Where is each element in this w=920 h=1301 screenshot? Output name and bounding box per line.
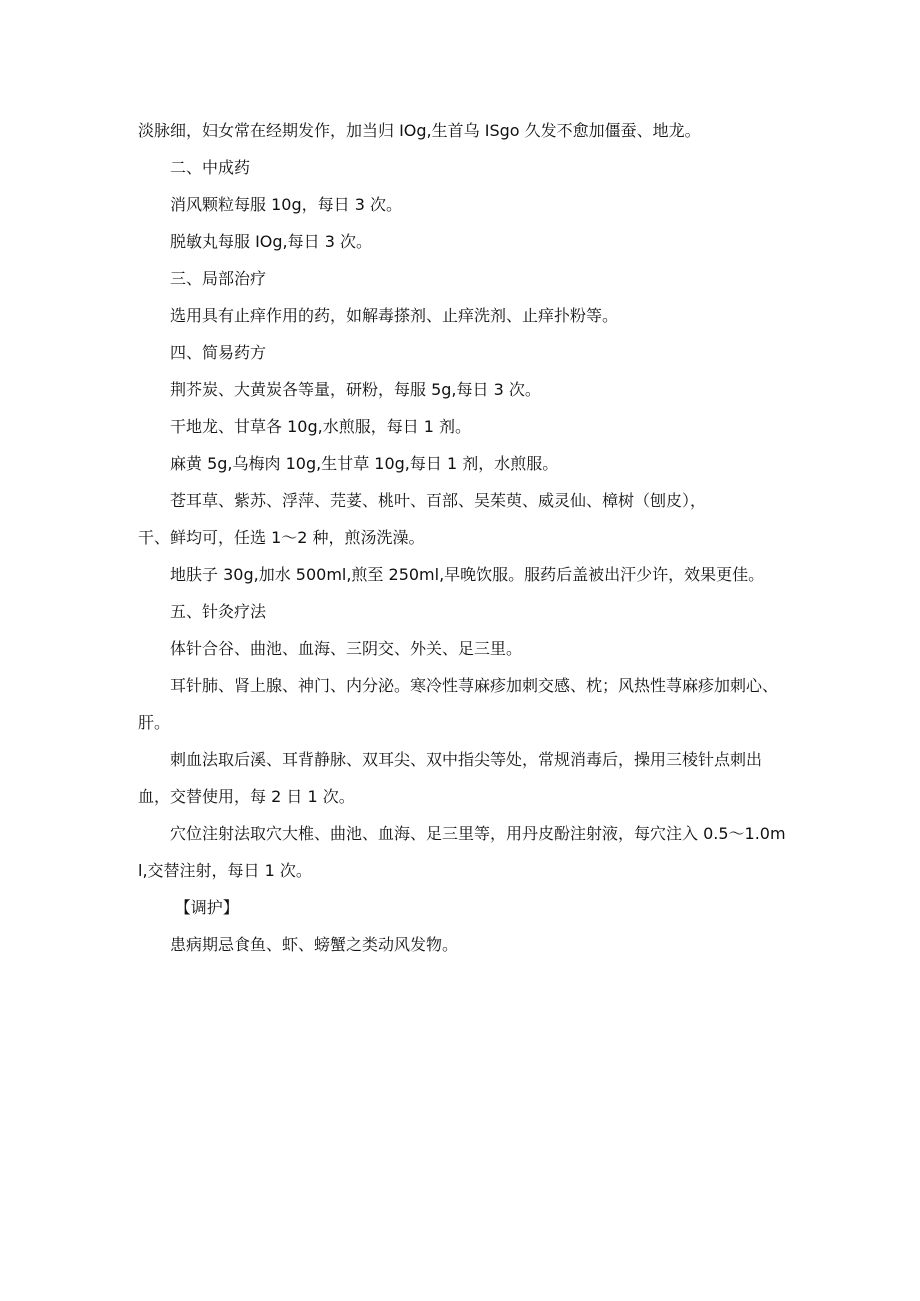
paragraph-herbal-bath-continuation: 干、鲜均可，任选 1～2 种，煎汤洗澡。 [138, 528, 425, 547]
paragraph-antipruritic-medicines: 选用具有止痒作用的药，如解毒搽剂、止痒洗剂、止痒扑粉等。 [170, 306, 619, 325]
paragraph-jingjie-dahuang: 荆芥炭、大黄炭各等量，研粉，每服 5g,每日 3 次。 [170, 380, 541, 399]
section-heading-acupuncture: 五、针灸疗法 [170, 602, 267, 621]
paragraph-mahuang-wumei: 麻黄 5g,乌梅肉 10g,生甘草 10g,每日 1 剂，水煎服。 [170, 454, 559, 473]
paragraph-difuzi: 地肤子 30g,加水 500ml,煎至 250ml,早晚饮服。服药后盖被出汗少许，效果更佳。 [170, 565, 765, 584]
section-heading-local-treatment: 三、局部治疗 [170, 269, 267, 288]
paragraph-desensitization-pills: 脱敏丸每服 IOg,每日 3 次。 [170, 232, 372, 251]
paragraph-point-injection: 穴位注射法取穴大椎、曲池、血海、足三里等，用丹皮酚注射液，每穴注入 0.5～1.0ml,交替注射，每日 1 次。 [138, 824, 786, 880]
section-heading-care: 【调护】 [174, 898, 239, 917]
paragraph-ear-acupuncture: 耳针肺、肾上腺、神门、内分泌。寒冷性荨麻疹加刺交感、枕；风热性荨麻疹加刺心、肝。 [138, 676, 779, 732]
section-heading-simple-prescriptions: 四、简易药方 [170, 343, 267, 362]
section-heading-chinese-patent-medicine: 二、中成药 [170, 158, 251, 177]
continuation-paragraph: 淡脉细，妇女常在经期发作，加当归 IOg,生首乌 ISgo 久发不愈加僵蚕、地龙。 [138, 121, 701, 140]
paragraph-diet-care: 患病期忌食鱼、虾、螃蟹之类动风发物。 [170, 935, 459, 954]
paragraph-bloodletting: 刺血法取后溪、耳背静脉、双耳尖、双中指尖等处，常规消毒后，操用三棱针点刺出血，交替使用，每 2 日 1 次。 [138, 750, 763, 806]
paragraph-dilong-gancao: 干地龙、甘草各 10g,水煎服，每日 1 剂。 [170, 417, 472, 436]
paragraph-herbal-bath-list: 苍耳草、紫苏、浮萍、芫荽、桃叶、百部、吴茱萸、威灵仙、樟树（刨皮）， [170, 491, 707, 510]
paragraph-xiaofeng-granules: 消风颗粒每服 10g，每日 3 次。 [170, 195, 402, 214]
document-body [138, 112, 788, 963]
paragraph-body-acupuncture: 体针合谷、曲池、血海、三阴交、外关、足三里。 [170, 639, 523, 658]
